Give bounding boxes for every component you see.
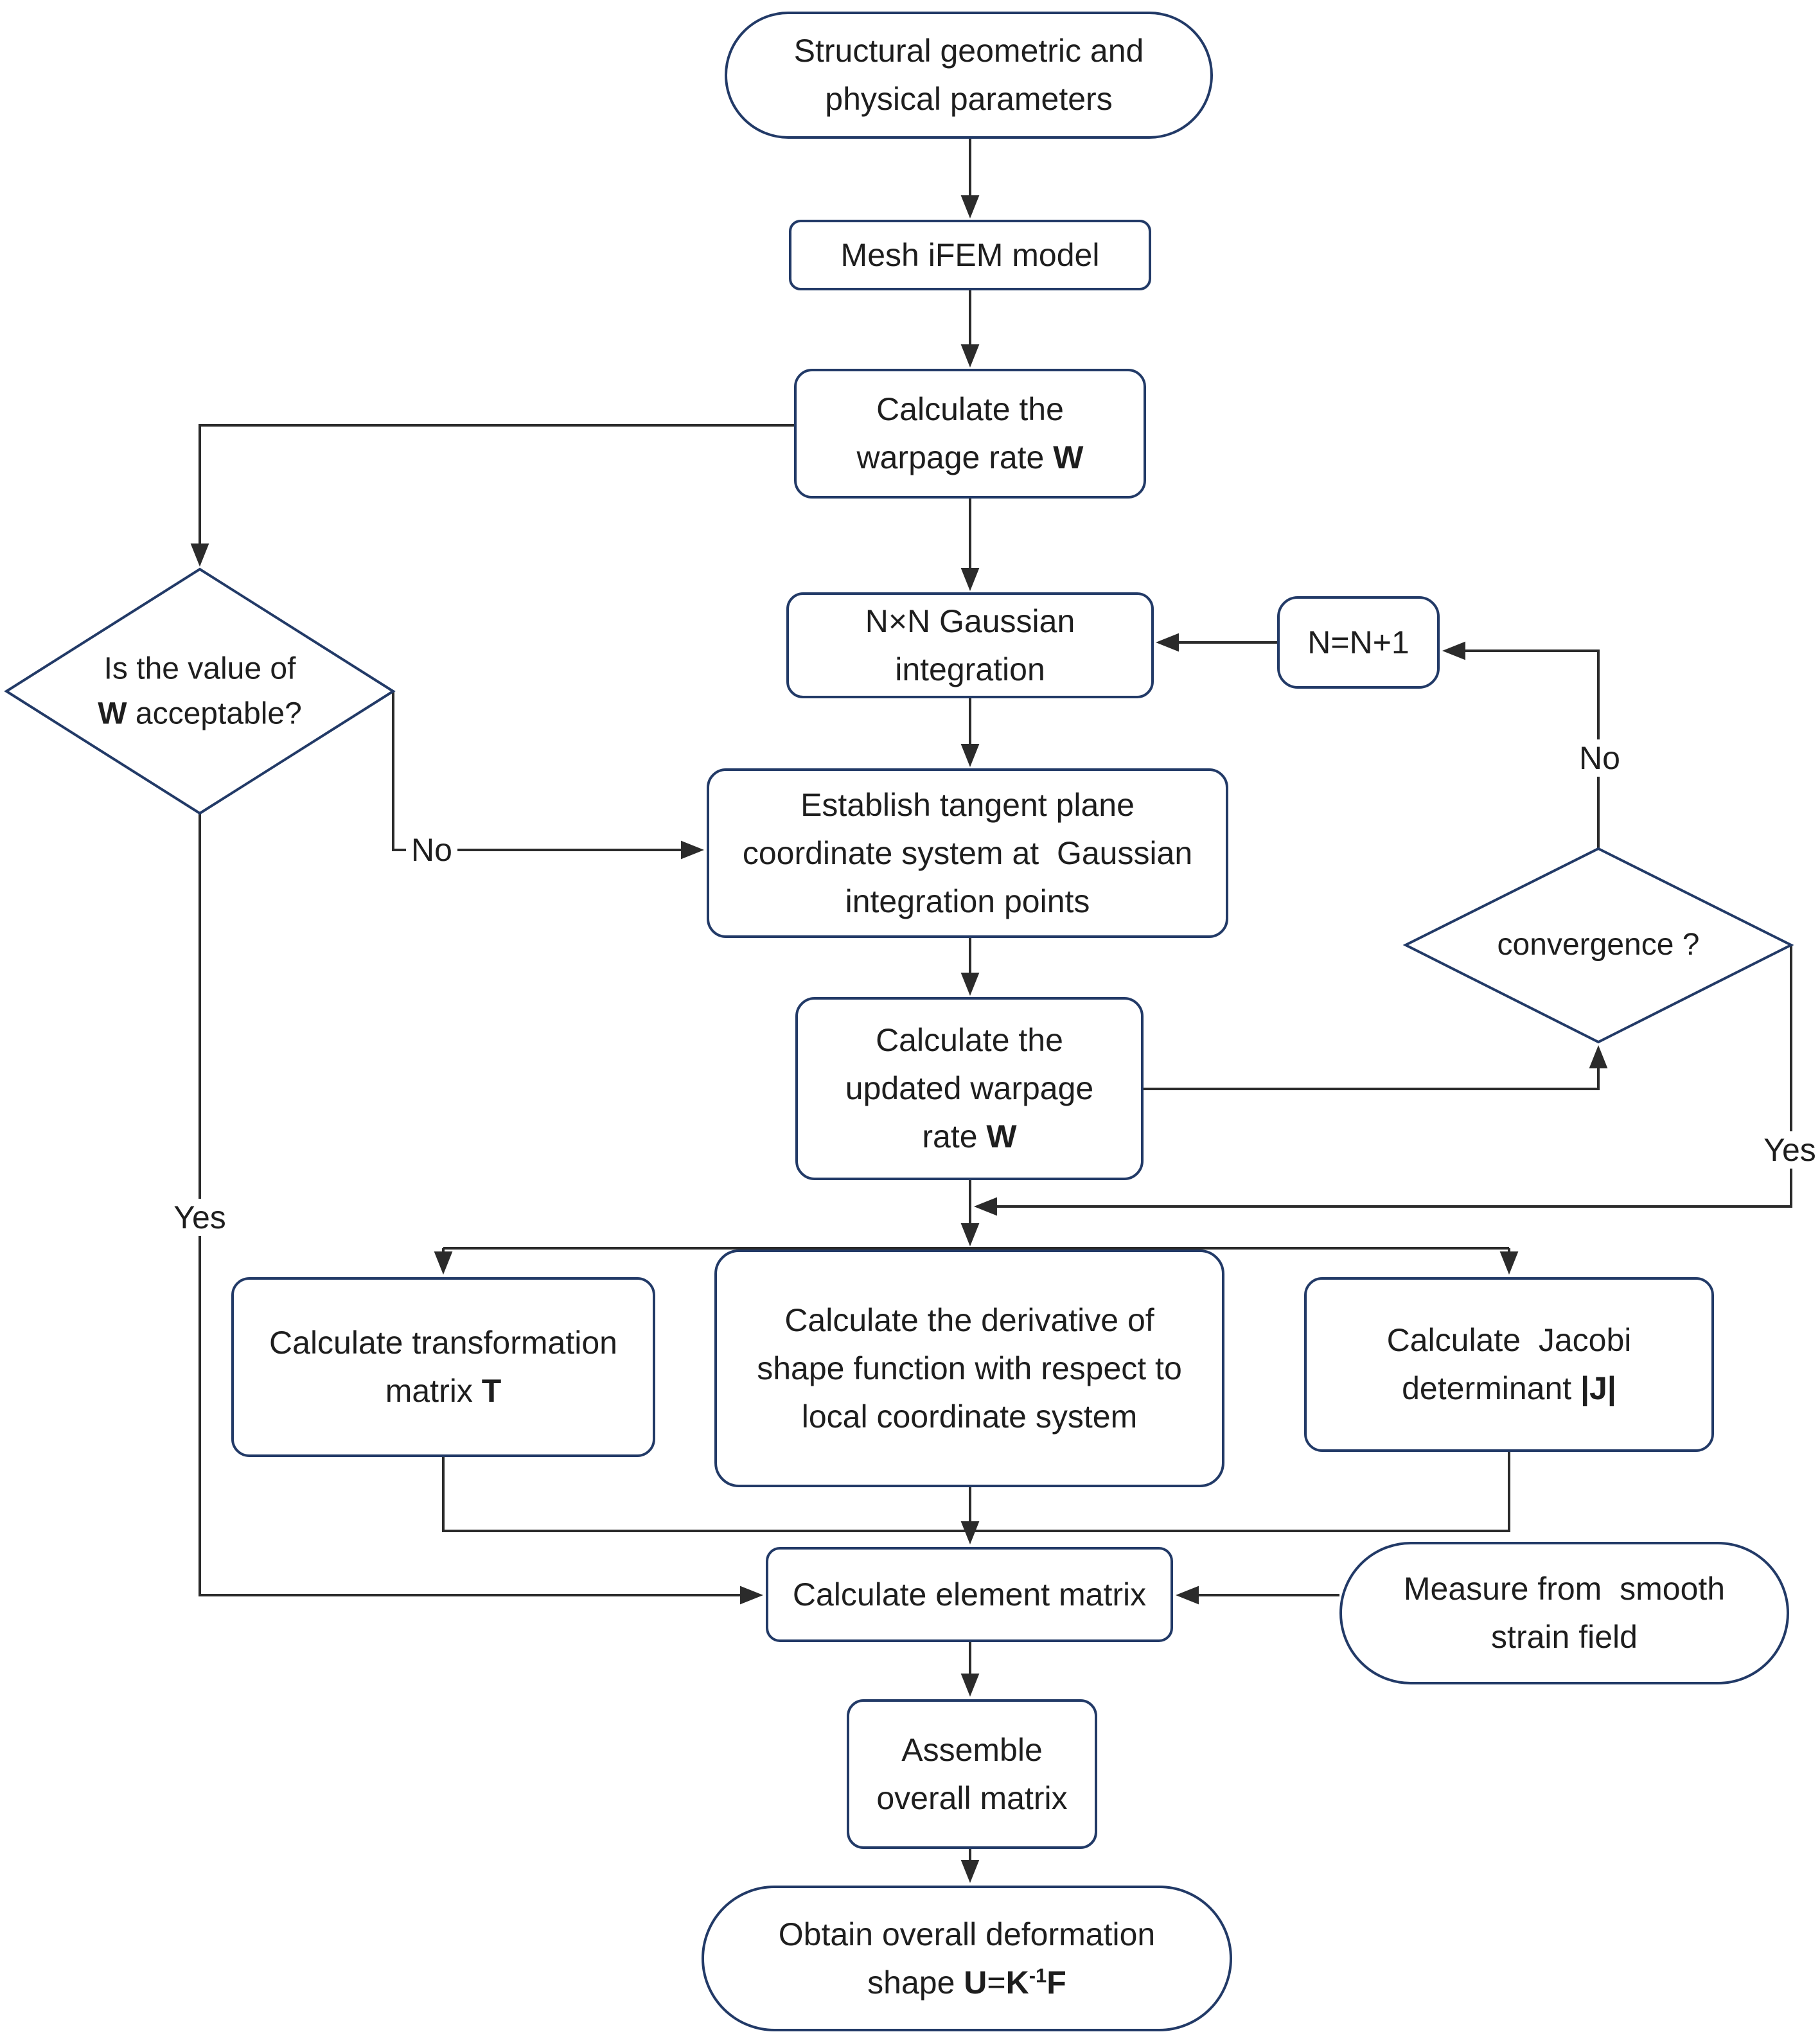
gaussian-integration-process: N×N Gaussian integration bbox=[786, 592, 1154, 698]
edge-wdecision-yes-element bbox=[200, 813, 760, 1595]
shape-function-derivative-process: Calculate the derivative of shape function with respect to local coordinate system bbox=[714, 1250, 1224, 1487]
n-increment-process: N=N+1 bbox=[1277, 596, 1440, 689]
updated-warpage-process: Calculate the updated warpage rate W bbox=[795, 997, 1144, 1180]
jacobi-determinant-process: Calculate Jacobi determinant |J| bbox=[1304, 1277, 1714, 1452]
tangent-plane-process: Establish tangent plane coordinate system at Gaussian integration points bbox=[707, 768, 1228, 938]
start-terminator: Structural geometric and physical parameters bbox=[725, 12, 1213, 139]
transformation-matrix-process: Calculate transformation matrix T bbox=[231, 1277, 655, 1457]
mesh-ifem-process: Mesh iFEM model bbox=[789, 220, 1151, 290]
convergence-yes-label: Yes bbox=[1758, 1131, 1820, 1169]
edge-warpage-wdecision bbox=[200, 425, 794, 563]
assemble-matrix-process: Assemble overall matrix bbox=[847, 1699, 1097, 1849]
w-acceptable-decision-label: Is the value of W acceptable? bbox=[98, 651, 302, 730]
edge-updated-convergence bbox=[1144, 1048, 1598, 1089]
warpage-rate-process: Calculate the warpage rate W bbox=[794, 369, 1146, 499]
element-matrix-process: Calculate element matrix bbox=[766, 1547, 1173, 1642]
convergence-no-label: No bbox=[1574, 739, 1625, 777]
convergence-decision-label: convergence ? bbox=[1497, 928, 1700, 962]
w-decision-no-label: No bbox=[406, 831, 457, 869]
final-terminator: Obtain overall deformation shape $U=K^{-1}F$ bbox=[702, 1886, 1232, 2031]
edge-wdecision-no-tangent bbox=[393, 691, 701, 850]
measure-strain-terminator: Measure from smooth strain field bbox=[1339, 1542, 1789, 1684]
w-decision-yes-label: Yes bbox=[168, 1199, 231, 1236]
